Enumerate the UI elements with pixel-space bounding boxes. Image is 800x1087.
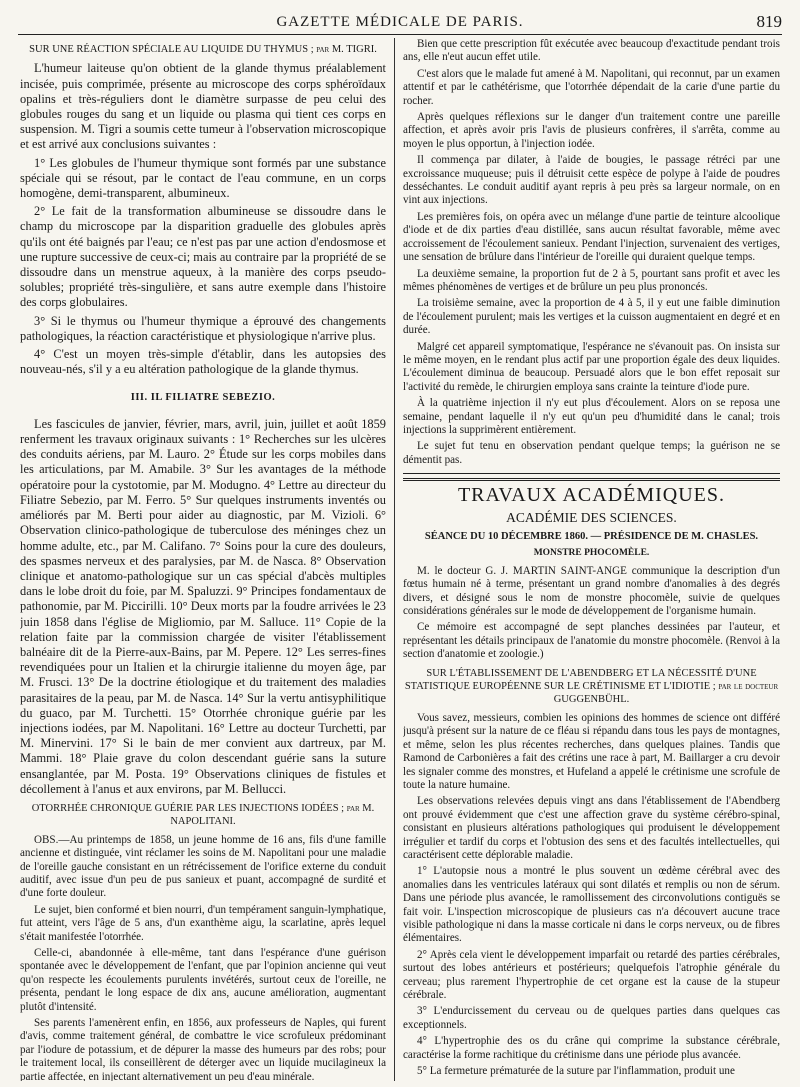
case-paragraph-2: C'est alors que le malade fut amené à M. Napolitani, qui reconnut, par un examen attentif et par le cathétérisme, que l'otorrhée dépendait de la carie d'une partie du rocher. xyxy=(403,67,780,107)
case-paragraph-7: La troisième semaine, avec la proportion de 4 à 5, il y eut une faible diminution de l'écoulement purulent; mais les vertiges et la cuisson augmentaient en degré et en durée. xyxy=(403,297,780,337)
case-paragraph-1: Bien que cette prescription fût exécutée avec beaucoup d'exactitude pendant trois ans, elle n'eut aucun effet utile. xyxy=(403,38,780,64)
monstre-heading: MONSTRE PHOCOMÈLE. xyxy=(533,548,650,559)
case-paragraph-8: Malgré cet appareil symptomatique, l'espérance ne s'évanouit pas. On insista sur le même moyen, en le rendant plus actif par une proportion égale des deux liquides. L'écoulement diminua de beaucoup. Persuadé alors que le bon effet reposait sur l'activité du remède, le chirurgien employa sans crainte la teinture d'iode pure. xyxy=(403,340,780,393)
abendberg-paragraph-1: Vous savez, messieurs, combien les opinions des hommes de science ont différé jusqu'à présent sur la nature de ce fléau si répandu dans tous les pays de montagnes, et même, selon les plus récentes recherches, dans quelques plaines. Tandis que Ramond de Carbonières a fait des crétins une race à part, M. Baillarger a cru devoir les signaler comme des monstres, et Hufeland a appelé le crétinisme une scrofule de toute la nature humaine. xyxy=(403,711,780,791)
section-rule xyxy=(403,473,780,474)
case-paragraph-9: À la quatrième injection il n'y eut plus d'écoulement. Alors on se reposa une semaine, pendant laquelle il n'y eut qu'un peu d'humidité dans le canal; trois injections la supprimèrent entièrement. xyxy=(403,397,780,436)
tigri-conclusion-4: 4° C'est un moyen très-simple d'établir, dans les autopsies des nouveau-nés, s'il y a eu altération pathologique de la glande thymus. xyxy=(20,347,386,377)
page-number: 819 xyxy=(756,12,782,31)
observation-paragraph-2: Le sujet, bien conformé et bien nourri, d'un tempérament sanguin-lymphatique, fut atteint, vers l'âge de 5 ans, d'un exanthème aigu, la scarlatine, après lequel s'était manifestée l'otorrhée. xyxy=(20,903,386,943)
tigri-heading: SUR UNE RÉACTION SPÉCIALE AU LIQUIDE DU THYMUS ; par M. TIGRI. xyxy=(29,44,377,55)
tigri-conclusion-3: 3° Si le thymus ou l'humeur thymique a éprouvé des changements pathologiques, la réaction caractéristique et physiologique n'arrive plus. xyxy=(20,313,386,343)
observation-paragraph-3: Celle-ci, abandonnée à elle-même, tant dans l'espérance d'une guérison spontanée avec le développement de l'enfant, que par l'opinion ancienne qui veut qu'on respecte les écoulements purulents invétérés, surtout ceux de l'oreille, ne présenta, pendant le long espace de dix ans, aucune amélioration, augmentant plutôt d'intensité. xyxy=(20,947,386,1013)
monstre-paragraph-1: M. le docteur G. J. MARTIN SAINT-ANGE communique la description d'un fœtus humain né à terme, présentant un grand nombre d'anomalies à des degrés divers, et désigné sous le nom de monstre phocomèle, suivie de quelques considérations générales sur le mode de développement de l'organisme humain. xyxy=(403,564,780,618)
tigri-conclusion-1: 1° Les globules de l'humeur thymique sont formés par une substance spéciale qui se résout, par le contact de l'eau commune, en un corps homogène, demi-transparent, albumineux. xyxy=(20,155,386,201)
abendberg-heading: SUR L'ÉTABLISSEMENT DE L'ABENDBERG ET LA NÉCESSITÉ D'UNE STATISTIQUE EUROPÉENNE SUR LE CRÉTINISME ET L'IDIOTIE ; par le docteur GUGGENBÜHL. xyxy=(404,667,779,706)
section-title: TRAVAUX ACADÉMIQUES. xyxy=(457,484,726,507)
section-double-rule xyxy=(403,478,780,481)
abendberg-point-4: 4° L'hypertrophie des os du crâne qui comprime la substance cérébrale, caractérise la forme rachitique du crétinisme dans une période plus avancée. xyxy=(403,1035,780,1061)
page-header xyxy=(18,6,782,35)
tigri-conclusion-2: 2° Le fait de la transformation albumineuse se dissoudre dans le champ du microscope par la disparition graduelle des globules après qu'ils ont été baignés par l'eau; ce n'est pas par une action d'endosmose et une rupture successive de ceux-ci; mais au contraire par la propriété de se dissoudre dans un menstrue aqueux, à la manière des corps pseudo-solubles; propriété très-singulière, et sans autre exemple dans l'histoire des corps globulaires. xyxy=(20,204,386,310)
academy-title: ACADÉMIE DES SCIENCES. xyxy=(506,509,677,525)
observation-paragraph-1: OBS.—Au printemps de 1858, un jeune homme de 16 ans, fils d'une famille ancienne et distinguée, vint réclamer les soins de M. Napolitani pour une maladie de l'oreille gauche consistant en un rétrécissement de l'orifice externe du conduit auditif, avec issue d'un peu de pus sanieux et puant, accompagné de surdité et d'une forte douleur. xyxy=(20,833,386,900)
right-column xyxy=(403,38,780,1081)
abendberg-point-2: 2° Après cela vient le développement imparfait ou retardé des parties cérébrales, surtout des lobes antérieurs et postérieurs; quelquefois l'atrophie générale du cerveau; plus rarement l'hypertrophie de cet organe est la cause de la stupeur cérébrale. xyxy=(403,948,780,1001)
case-paragraph-5: Les premières fois, on opéra avec un mélange d'une partie de teinture alcoolique d'iode et de dix parties d'eau distillée, sans aucun résultat favorable, même avec accroissement de l'écoulement sanieux. Pendant l'injection, survenaient des vertiges, une sensation de brûlure dans l'intérieur de l'oreille qui duraient quelque temps. xyxy=(403,210,780,264)
case-paragraph-10: Le sujet fut tenu en observation pendant quelque temps; la guérison ne se démentit pas. xyxy=(403,440,780,466)
case-paragraph-4: Il commença par dilater, à l'aide de bougies, le passage rétréci par une excroissance muqueuse; puis il détruisit cette espèce de polype à l'aide de poudres desséchantes. Le conduit auditif ayant repris à peu près sa largeur normale, on en vint aux injections. xyxy=(403,154,780,207)
column-divider xyxy=(394,38,395,1081)
monstre-paragraph-2: Ce mémoire est accompagné de sept planches dessinées par l'auteur, et représentant les détails principaux de l'anatomie du monstre phocomèle. (Renvoi à la section d'anatomie et zoologie.) xyxy=(403,621,780,661)
case-paragraph-3: Après quelques réflexions sur le danger d'un traitement contre une pareille affection, et après avoir pris l'avis de plusieurs confrères, il s'arrêta, comme au moyen le plus opportun, à l'injection iodée. xyxy=(403,111,780,150)
observation-paragraph-4: Ses parents l'amenèrent enfin, en 1856, aux professeurs de Naples, qui furent d'avis, comme traitement général, de combattre le vice scrofuleux prédominant par l'iodure de potassium, et de dépurer la masse des humeurs par des robs; pour le traitement local, ils conseillèrent de déterger avec un liquide mucilagineux la partie affectée, en injectant alternativement un peu d'eau minérale. xyxy=(20,1017,386,1081)
abendberg-point-5: 5° La fermeture prématurée de la suture par l'inflammation, produit une xyxy=(417,1065,735,1078)
abendberg-paragraph-2: Les observations relevées depuis vingt ans dans l'établissement de l'Abendberg ont prouvé évidemment que c'est une affection grave du système cérébro-spinal, consistant en plusieurs altérations pathologiques qui produisent le développement irrégulier et tardif du corps et l'obtusion des sens et des facultés intellectuelles, qui caractérisent cette déplorable maladie. xyxy=(403,795,780,861)
case-paragraph-6: La deuxième semaine, la proportion fut de 2 à 5, pourtant sans profit et avec les mêmes phénomènes de vertiges et de brûlure un peu plus prononcés. xyxy=(403,267,780,293)
abendberg-point-1: 1° L'autopsie nous a montré le plus souvent un œdème cérébral avec des anomalies dans les ventricules latéraux qui sont dilatés et remplis ou non de sérum. Dans une période plus avancée, le ramollissement des circonvolutions contiguës se fait voir. L'inspection microscopique de plusieurs cas n'a découvert aucune trace visible pathologique ni dans la masse corticale ni dans le corps nerveux, ou de fibres élémentaires. xyxy=(403,865,780,945)
otorrhee-heading: OTORRHÉE CHRONIQUE GUÉRIE PAR LES INJECTIONS IODÉES ; par M. NAPOLITANI. xyxy=(31,802,375,828)
left-column xyxy=(20,38,386,1081)
journal-title: GAZETTE MÉDICALE DE PARIS. xyxy=(276,14,524,30)
abendberg-point-3: 3° L'endurcissement du cerveau ou de quelques parties dans quelques cas exceptionnels. xyxy=(403,1005,780,1031)
tigri-intro: L'humeur laiteuse qu'on obtient de la glande thymus préalablement incisée, puis comprimée, présente au microscope des corps sphéroïdaux opalins et très-réguliers dont le diamètre surpasse de peu celui des globules rouges du sang et un liquide ou plasma qui tient ces corps en suspension. M. Tigri a soumis cette tumeur à l'observation microscopique et est arrivé aux conclusions suivantes : xyxy=(20,61,386,152)
filiatre-contents: Les fascicules de janvier, février, mars, avril, juin, juillet et août 1859 renferment les travaux originaux suivants : 1° Recherches sur les ulcères des conduits aériens, par M. Lauro. 2° Étude sur les corps mobiles dans les articulations, par M. Amabile. 3° Sur les avantages de la méthode opératoire pour la cystotomie, par M. Modugno. 4° Lettre au directeur du Filiatre Sebezio, par M. Ferro. 5° Sur quelques instruments inventés ou améliorés par M. Berti pour aider au diagnostic, par M. Vizioli. 6° Observation clinico-pathologique de tuberculose des méninges chez un homme adulte, etc., par M. Califano. 7° Soins pour la cure des douleurs, des spasmes nerveux et des paralysies, par M. de Nasca. 8° Observation clinique et anatomo-pathologique sur un cas spécial d'abcès multiples dans le lobe droit du foie, par M. Spaluzzi. 9° Principes fondamentaux de pathonomie, par M. Piccirilli. 10° Deux morts par la foudre arrivées le 23 juin 1858 dans l'église de Migliomio, par M. Salluce. 11° Copie de la relation faite par la commission chargée de visiter l'établissement balnéaire dit de la Pierre-aux-Bains, par M. Pepere. 12° Les serres-fines revendiquées pour un Italien et la chirurgie italienne du moyen âge, par M. Frusci. 13° De la doctrine étiologique et du traitement des maladies parasitaires de la peau, par M. de Nasca. 14° Sur la vertu antisyphilitique du guaco, par M. Turchetti. 15° Otorrhée chronique guérie par les injections iodées, par M. Napolitani. 16° Lettre au docteur Turchetti, par M. Minervini. 17° Si le bain de mer convient aux dartreux, par M. Mammi. 18° Plaie grave du colon descendant guérie sans la suture ensanglantée, par M. Posta. 19° Observations cliniques de fistules et décollement à l'anus et aux environs, par M. Bellucci. xyxy=(20,416,386,796)
seance-line: SÉANCE DU 10 DÉCEMBRE 1860. — PRÉSIDENCE DE M. CHASLES. xyxy=(424,531,759,542)
filiatre-heading: III. IL FILIATRE SEBEZIO. xyxy=(130,392,276,404)
